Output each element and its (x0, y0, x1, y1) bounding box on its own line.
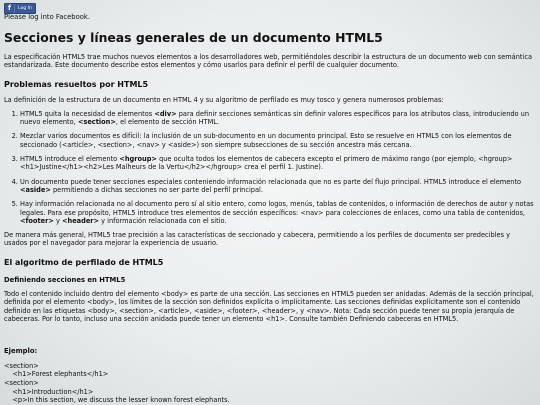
item-text: HTML5 introduce el elemento (20, 155, 120, 164)
intro-paragraph: La especificación HTML5 trae muchos nuevos elementos a los desarrolladores web, permitiéndoles describir la estructura de un documento web con semántica estandarizada. Este documento describe estos elementos y cómo usarlos para definir el perfil de cualquier documento. (4, 53, 532, 70)
item-text: para definir secciones semánticas sin definir valores específicos para los atributos class, introduciendo un nuevo elemento, (20, 109, 530, 127)
spacer (4, 329, 534, 339)
subheading-defining-sections: Definiendo secciones en HTML5 (4, 275, 126, 284)
facebook-login-label: Log In (18, 6, 32, 11)
item-text: y (53, 216, 62, 225)
article-content (4, 30, 534, 405)
section-heading-algorithm: El algoritmo de perfilado de HTML5 (4, 257, 164, 267)
list-item (20, 178, 534, 195)
item-text: que oculta todos los elementos de cabecera excepto el primero de máximo rango (por ejemplo, <hgroup><h1>Justine</h1><h2>Les Malheurs de la Vertu</h2></hgroup> crea el perfil 1. Justine). (20, 155, 513, 172)
code-keyword: <footer> (20, 216, 54, 225)
code-keyword: <section> (77, 118, 116, 127)
code-example (4, 362, 534, 405)
problems-intro: La definición de la estructura de un documento en HTML 4 y su algoritmo de perfilado es muy tosco y genera numerosos problemas: (4, 95, 444, 104)
code-line: <p>In this section, we discuss the lesser known forest elephants. (4, 396, 230, 405)
item-text: Hay información relacionada no al documento pero sí al sitio entero, como logos, menús, tablas de contenidos, o información de derechos de autor y notas legales. Para ese propósito, HTML5 introduce tres elementos de sección específicos: <nav> para colecciones de enlaces, como una tabla de contenidos, (20, 200, 534, 217)
problems-conclusion: De manera más general, HTML5 trae precisión a las características de seccionado y cabecera, permitiendo a los perfiles de documento ser predecibles y usados por el navegador para mejorar la experiencia de usuario. (4, 231, 510, 248)
list-item (20, 110, 534, 127)
code-keyword: <header> (61, 216, 100, 225)
code-line: <section> (4, 361, 39, 370)
code-keyword: <hgroup> (119, 155, 157, 164)
item-text: Mezclar varios documentos es difícil: la inclusión de un sub-documento en un documento principal. Esto se resuelve en HTML5 con los elementos de seccionado (<article>, <section>, <nav> y <aside>) son siempre subsecciones de su sección ancestra más cercana. (20, 132, 512, 149)
list-item (20, 132, 534, 149)
facebook-logo-icon: f (5, 4, 15, 13)
item-text: permitiendo a dichas secciones no ser parte del perfil principal. (50, 185, 263, 194)
item-text: HTML5 quita la necesidad de elementos (20, 109, 155, 118)
list-item (20, 155, 534, 172)
list-item (20, 200, 534, 225)
facebook-login-prompt: Please log into Facebook. (4, 13, 91, 21)
page-title: Secciones y líneas generales de un documento HTML5 (4, 30, 383, 45)
example-label: Ejemplo: (4, 347, 38, 356)
code-keyword: <aside> (20, 185, 51, 194)
algorithm-paragraph: Todo el contenido incluido dentro del elemento <body> es parte de una sección. Las secciones en HTML5 pueden ser anidadas. Además de la sección principal, definida por el elemento <body>, los límites de la sección son definidos explícita o implícitamente. Las secciones definidas explícitamente son el contenido definido en las etiquetas <body>, <section>, <article>, <aside>, <footer>, <header>, y <nav>. Nota: Cada sección puede tener su propia jerarquía de cabeceras. Por lo tanto, incluso una sección anidada puede tener un elemento <h1>. Consulte también Definiendo cabeceras en HTML5. (4, 290, 534, 323)
item-text: Un documento puede tener secciones especiales conteniendo información relacionada que no es parte del flujo principal. HTML5 introduce el elemento (20, 177, 522, 186)
item-text: y información relacionada con el sitio. (99, 216, 227, 225)
section-heading-problems: Problemas resueltos por HTML5 (4, 79, 149, 89)
problems-list (4, 110, 534, 225)
code-line: <h1>Introduction</h1> (4, 387, 94, 396)
code-keyword: <div> (154, 109, 177, 118)
item-text: , el elemento de sección HTML. (115, 118, 220, 127)
code-line: <h1>Forest elephants</h1> (4, 370, 109, 379)
code-line: <section> (4, 378, 39, 387)
